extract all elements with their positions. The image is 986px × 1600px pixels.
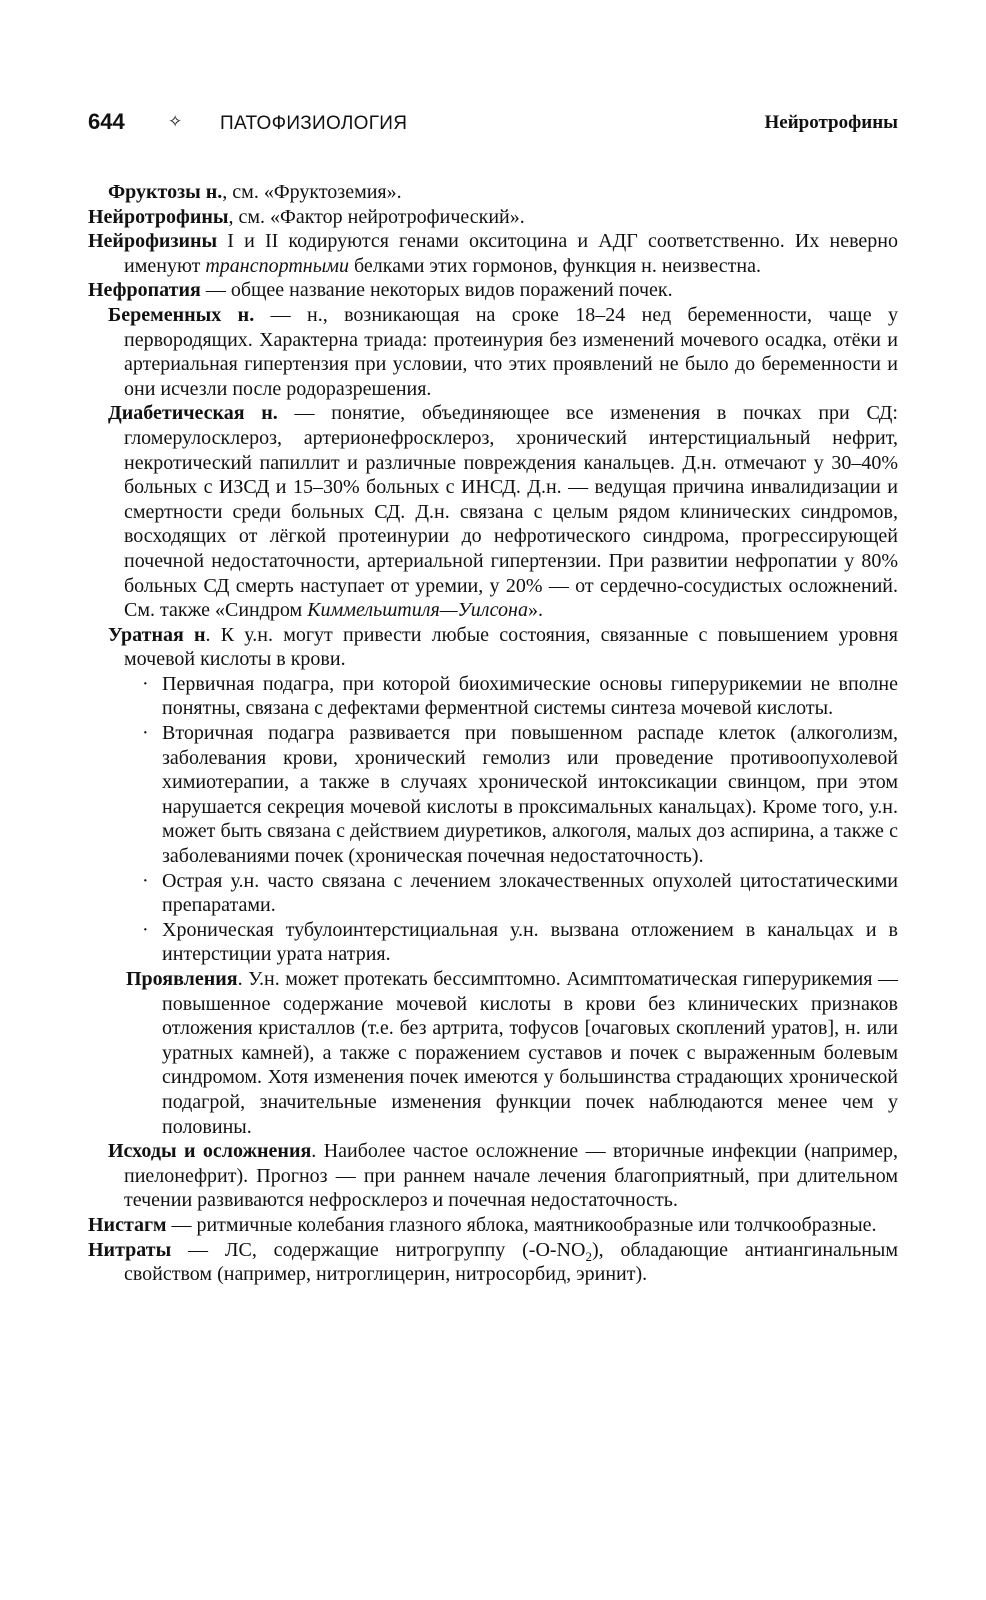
subentry-italic: Киммельштиля—Уилсона	[307, 599, 528, 622]
entry-nephropathy	[88, 278, 898, 303]
bullet-text: Острая у.н. часто связана с лечением злокачественных опухолей цитостатическими препаратами.	[162, 869, 898, 917]
entry-text: белками этих гормонов, функция н. неизвестна.	[349, 254, 761, 277]
entry-text: — ритмичные колебания глазного яблока, маятникообразные или толчкообразные.	[166, 1213, 877, 1236]
subentry-term: Проявления	[126, 968, 238, 990]
entry-fructose	[88, 180, 898, 205]
bullet-icon: ·	[142, 869, 149, 892]
subentry-text: — н., возникающая на сроке 18–24 нед беременности, чаще у первородящих. Характерна триада: протеинурия без изменений мочевого осадка, отёки и артериальная гипертензия при условии, что этих проявлений не было до беременности и они исчезли после родоразрешения.	[124, 303, 898, 400]
subentry-outcomes	[88, 1139, 898, 1213]
entry-term: Нистагм	[88, 1213, 167, 1236]
entry-term: Фруктозы н.	[108, 181, 223, 203]
bullet-text: Хроническая тубулоинтерстициальная у.н. вызвана отложением в канальцах и в интерстиции урата натрия.	[162, 918, 898, 966]
bullet-item	[88, 918, 898, 967]
entry-term: Нейрофизины	[88, 230, 218, 253]
bullet-icon: ·	[142, 918, 149, 941]
subentry-pregnancy	[88, 303, 898, 401]
bullet-icon: ·	[142, 722, 149, 745]
entry-neurotrophins	[88, 205, 898, 230]
subentry-manifestations	[88, 967, 898, 1139]
bullet-item	[88, 869, 898, 918]
diamond-icon: ✧	[168, 112, 183, 132]
subentry-text: . К у.н. могут привести любые состояния, связанные с повышением уровня мочевой кислоты в крови.	[124, 623, 898, 671]
page-header	[88, 110, 898, 142]
section-title: ПАТОФИЗИОЛОГИЯ	[220, 113, 408, 134]
book-page	[88, 110, 898, 1287]
subscript: 2	[585, 1248, 592, 1264]
entry-term: Нефропатия	[88, 279, 201, 302]
entry-nitrates	[88, 1238, 898, 1287]
entry-text: — общее название некоторых видов поражений почек.	[200, 279, 673, 302]
bullet-icon: ·	[142, 672, 149, 695]
bullet-item	[88, 721, 898, 869]
bullet-text: Первичная подагра, при которой биохимические основы гиперурикемии не вполне понятны, связана с дефектами ферментной системы синтеза мочевой кислоты.	[162, 672, 898, 720]
subentry-text: — понятие, объединяющее все изменения в почках при СД: гломерулосклероз, артерионефросклероз, хронический интерстициальный нефрит, некротический папиллит и различные повреждения канальцев. Д.н. отмечают у 30–40% больных с ИЗСД и 15–30% больных с ИНСД. Д.н. — ведущая причина инвалидизации и смертности среди больных СД. Д.н. связана с целым рядом клинических синдромов, восходящих от лёгкой протеинурии до нефротического синдрома, прогрессирующей почечной недостаточности, артериальной гипертензии. При развитии нефропатии у 80% больных СД смерть наступает от уремии, у 20% — от сердечно-сосудистых осложнений. См. также «Синдром	[124, 402, 898, 622]
page-number: 644	[88, 109, 125, 134]
subentry-text: . У.н. может протекать бессимптомно. Асимптоматическая гиперурикемия — повышенное содержание мочевой кислоты в крови без клинических признаков отложения кристаллов (т.е. без артрита, тофусов [очаговых скоплений уратов], н. или уратных камней), а также с поражением суставов и почек с выраженным болевым синдромом. Хотя изменения почек имеются у большинства страдающих хронической подагрой, значительные изменения функции почек наблюдаются менее чем у половины.	[162, 968, 898, 1138]
subentry-text: . Наиболее частое осложнение — вторичные инфекции (например, пиелонефрит). Прогноз — при раннем начале лечения благоприятный, при длительном течении развиваются нефросклероз и почечная недостаточность.	[124, 1140, 898, 1212]
running-head: Нейротрофины	[764, 112, 898, 133]
entry-term: Нейротрофины	[88, 205, 229, 228]
subentry-term: Диабетическая н.	[108, 402, 278, 425]
subentry-text: ».	[527, 599, 543, 622]
bullet-text: Вторичная подагра развивается при повышенном распаде клеток (алкоголизм, заболевания крови, хронический гемолиз или проведение противоопухолевой химиотерапии, а также в случаях хронической интоксикации свинцом, при этом нарушается секреция мочевой кислоты в проксимальных канальцах). Кроме того, у.н. может быть связана с действием диуретиков, алкоголя, малых доз аспирина, а также с заболеваниями почек (хроническая почечная недостаточность).	[162, 722, 898, 868]
entry-text: — ЛС, содержащие нитрогруппу (-O-NO	[171, 1238, 586, 1261]
subentry-term: Беременных н.	[108, 303, 255, 326]
entry-italic: транспортными	[205, 254, 350, 277]
bullet-item	[88, 672, 898, 721]
entry-text: , см. «Фактор нейротрофический».	[228, 205, 525, 228]
entry-text: , см. «Фруктоземия».	[222, 181, 402, 203]
entry-term: Нитраты	[88, 1238, 172, 1261]
subentry-term: Исходы и осложнения	[108, 1140, 312, 1163]
entry-nystagmus	[88, 1213, 898, 1238]
entry-neurophysins	[88, 229, 898, 278]
subentry-diabetic	[88, 401, 898, 622]
subentry-urate	[88, 623, 898, 672]
entry-text: ), обладающие антиангинальным свойством (например, нитроглицерин, нитросорбид, эринит).	[124, 1238, 898, 1286]
entry-text: I и II кодируются генами окситоцина и АДГ соответственно. Их неверно именуют	[124, 230, 898, 277]
subentry-term: Уратная н	[108, 623, 206, 646]
